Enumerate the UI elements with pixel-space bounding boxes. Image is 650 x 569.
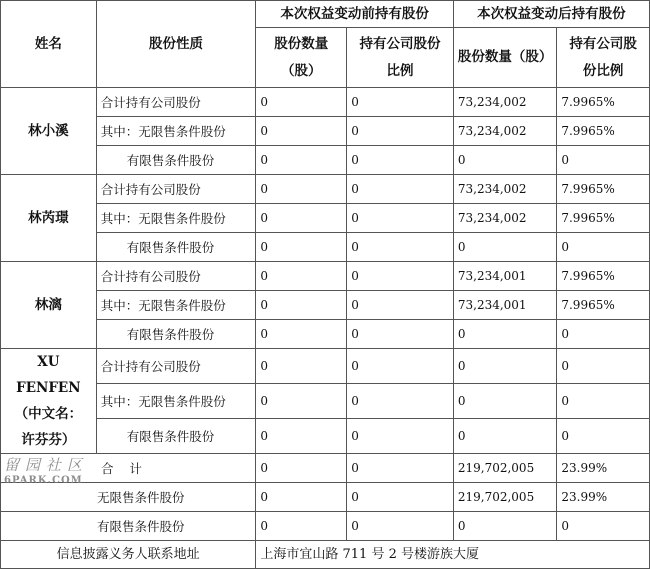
- before-ratio: 0: [347, 384, 454, 419]
- table-row: [1, 419, 650, 454]
- after-quantity: 73,234,001: [453, 262, 557, 291]
- total-before-quantity: 0: [256, 454, 347, 483]
- after-ratio: 0: [557, 384, 650, 419]
- watermark: [4, 454, 88, 486]
- table-row: [1, 291, 650, 320]
- after-ratio: 7.9965%: [557, 262, 650, 291]
- total-after-ratio: 23.99%: [557, 454, 650, 483]
- total-before-ratio: 0: [347, 483, 454, 512]
- total-row: [1, 512, 650, 541]
- after-quantity: 0: [453, 233, 557, 262]
- table-row: [1, 88, 650, 117]
- address-row: [1, 541, 650, 569]
- after-ratio: 7.9965%: [557, 291, 650, 320]
- shareholder-name: 林漓: [1, 262, 97, 349]
- header-share-nature: 股份性质: [96, 1, 256, 88]
- before-quantity: 0: [256, 291, 347, 320]
- before-ratio: 0: [347, 320, 454, 349]
- after-ratio: 0: [557, 349, 650, 384]
- before-ratio: 0: [347, 262, 454, 291]
- shareholder-name: XU FENFEN （中文名： 许芬芬）: [1, 349, 97, 454]
- after-quantity: 73,234,001: [453, 291, 557, 320]
- table-row: [1, 117, 650, 146]
- after-quantity: 73,234,002: [453, 88, 557, 117]
- header-after-group: 本次权益变动后持有股份: [453, 1, 649, 28]
- before-quantity: 0: [256, 117, 347, 146]
- share-nature: 其中：无限售条件股份: [96, 291, 256, 320]
- share-nature: 合计持有公司股份: [96, 175, 256, 204]
- table-row: [1, 233, 650, 262]
- after-quantity: 73,234,002: [453, 117, 557, 146]
- after-quantity: 0: [453, 419, 557, 454]
- after-ratio: 0: [557, 233, 650, 262]
- after-quantity: 73,234,002: [453, 204, 557, 233]
- after-quantity: 0: [453, 349, 557, 384]
- total-after-ratio: 23.99%: [557, 483, 650, 512]
- share-nature: 有限售条件股份: [96, 320, 256, 349]
- address-value: 上海市宜山路 711 号 2 号楼游族大厦: [256, 541, 650, 569]
- total-label: 无限售条件股份: [1, 483, 256, 512]
- table-row: [1, 320, 650, 349]
- after-ratio: 7.9965%: [557, 117, 650, 146]
- before-ratio: 0: [347, 88, 454, 117]
- before-ratio: 0: [347, 204, 454, 233]
- share-nature: 有限售条件股份: [96, 233, 256, 262]
- table-row: [1, 384, 650, 419]
- header-after-ratio: 持有公司股 份比例: [557, 28, 650, 88]
- total-after-ratio: 0: [557, 512, 650, 541]
- share-nature: 合计持有公司股份: [96, 349, 256, 384]
- before-quantity: 0: [256, 320, 347, 349]
- share-nature: 合计持有公司股份: [96, 262, 256, 291]
- table-row: [1, 349, 650, 384]
- watermark-chinese: 留园社区: [4, 456, 89, 474]
- before-ratio: 0: [347, 117, 454, 146]
- before-ratio: 0: [347, 146, 454, 175]
- table-row: [1, 175, 650, 204]
- before-quantity: 0: [256, 175, 347, 204]
- total-label: 有限售条件股份: [1, 512, 256, 541]
- after-ratio: 7.9965%: [557, 88, 650, 117]
- share-nature: 其中：无限售条件股份: [96, 117, 256, 146]
- after-ratio: 7.9965%: [557, 204, 650, 233]
- total-before-ratio: 0: [347, 512, 454, 541]
- header-before-group: 本次权益变动前持有股份: [256, 1, 453, 28]
- share-nature: 合计持有公司股份: [96, 88, 256, 117]
- shareholder-name: 林芮璟: [1, 175, 97, 262]
- watermark-english: 6PARK.COM: [4, 475, 83, 486]
- before-quantity: 0: [256, 88, 347, 117]
- header-before-quantity: 股份数量 （股）: [256, 28, 347, 88]
- after-ratio: 7.9965%: [557, 175, 650, 204]
- before-quantity: 0: [256, 349, 347, 384]
- header-after-quantity: 股份数量（股）: [453, 28, 557, 88]
- before-quantity: 0: [256, 204, 347, 233]
- before-ratio: 0: [347, 233, 454, 262]
- after-quantity: 0: [453, 320, 557, 349]
- after-ratio: 0: [557, 146, 650, 175]
- header-before-ratio: 持有公司股份 比例: [347, 28, 454, 88]
- after-quantity: 73,234,002: [453, 175, 557, 204]
- total-after-quantity: 219,702,005: [453, 454, 557, 483]
- before-quantity: 0: [256, 146, 347, 175]
- total-before-quantity: 0: [256, 483, 347, 512]
- total-label: 合 计: [1, 454, 256, 483]
- after-ratio: 0: [557, 419, 650, 454]
- total-row: [1, 483, 650, 512]
- table-row: [1, 146, 650, 175]
- total-before-quantity: 0: [256, 512, 347, 541]
- share-nature: 其中：无限售条件股份: [96, 384, 256, 419]
- total-row: [1, 454, 650, 483]
- before-ratio: 0: [347, 291, 454, 320]
- after-ratio: 0: [557, 320, 650, 349]
- share-nature: 有限售条件股份: [96, 419, 256, 454]
- total-after-quantity: 219,702,005: [453, 483, 557, 512]
- after-quantity: 0: [453, 384, 557, 419]
- table-row: [1, 204, 650, 233]
- address-label: 信息披露义务人联系地址: [1, 541, 256, 569]
- share-nature: 其中：无限售条件股份: [96, 204, 256, 233]
- total-before-ratio: 0: [347, 454, 454, 483]
- before-quantity: 0: [256, 233, 347, 262]
- before-quantity: 0: [256, 384, 347, 419]
- share-nature: 有限售条件股份: [96, 146, 256, 175]
- before-ratio: 0: [347, 419, 454, 454]
- before-quantity: 0: [256, 419, 347, 454]
- after-quantity: 0: [453, 146, 557, 175]
- total-after-quantity: 0: [453, 512, 557, 541]
- before-ratio: 0: [347, 175, 454, 204]
- before-ratio: 0: [347, 349, 454, 384]
- shareholder-name: 林小溪: [1, 88, 97, 175]
- before-quantity: 0: [256, 262, 347, 291]
- table-row: [1, 262, 650, 291]
- header-name: 姓名: [1, 1, 97, 88]
